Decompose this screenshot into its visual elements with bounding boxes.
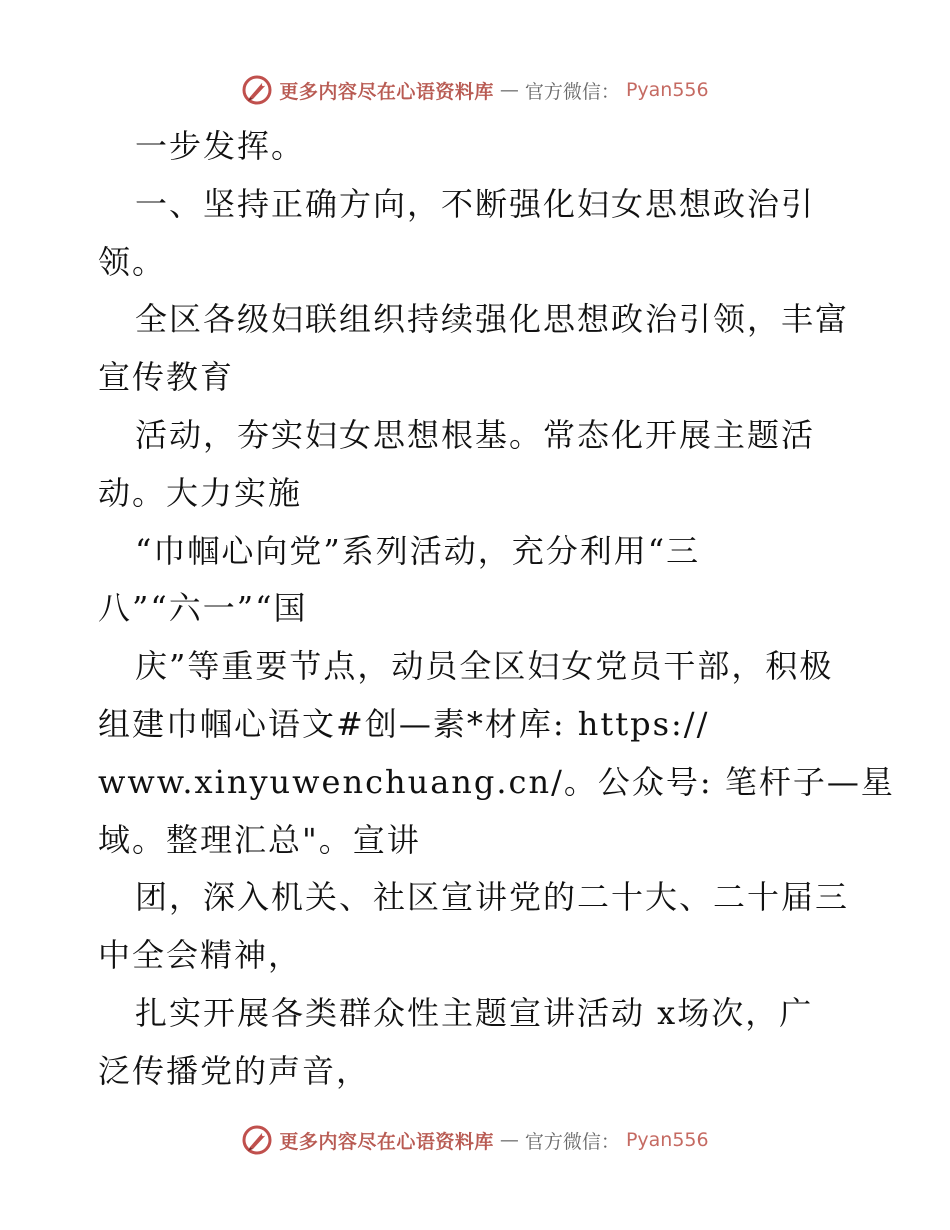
pen-logo-icon [241,74,273,106]
document-body [98,118,895,1101]
body-line: “巾帼心向党”系列活动，充分利用“三 [135,531,701,570]
body-line: www.xinyuwenchuang.cn/。公众号: 笔杆子—星 [98,762,895,801]
body-line: 一步发挥。 [135,127,306,165]
section-heading: 一、坚持正确方向，不断强化妇女思想政治引 [135,184,816,223]
body-line: 泛传播党的声音， [98,1051,371,1090]
body-line: 庆”等重要节点，动员全区妇女党员干部，积极 [135,647,834,686]
body-line: 组建巾帼心语文#创—素*材库: https:// [98,704,710,743]
page-header [0,70,950,110]
body-line: 宣传教育 [98,358,235,397]
body-line: 动。大力实施 [98,473,303,512]
body-line: 扎实开展各类群众性主题宣讲活动 x场次，广 [135,993,814,1032]
footer-wechat-id: Pyan556 [625,1129,709,1151]
footer-sub-text: 官方微信： [524,1130,620,1153]
body-line: 中全会精神， [98,936,303,975]
body-line: 域。整理汇总"。宣讲 [98,820,421,859]
footer-banner [241,1124,708,1156]
header-wechat-id: Pyan556 [625,79,709,101]
footer-separator: — [499,1129,519,1151]
body-line: 团，深入机关、社区宣讲党的二十大、二十届三 [135,878,850,917]
header-separator: — [499,79,519,101]
body-line: 全区各级妇联组织持续强化思想政治引领，丰富 [135,300,850,339]
body-line: 八”“六一”“国 [98,589,308,628]
header-banner [241,74,708,106]
page-footer [0,1120,950,1160]
body-line: 领。 [98,242,167,281]
header-main-text: 更多内容尽在心语资料库 [279,80,494,103]
header-sub-text: 官方微信： [524,80,620,103]
pen-logo-icon [241,1124,273,1156]
footer-main-text: 更多内容尽在心语资料库 [279,1130,494,1153]
body-line: 活动，夯实妇女思想根基。常态化开展主题活 [135,415,816,454]
